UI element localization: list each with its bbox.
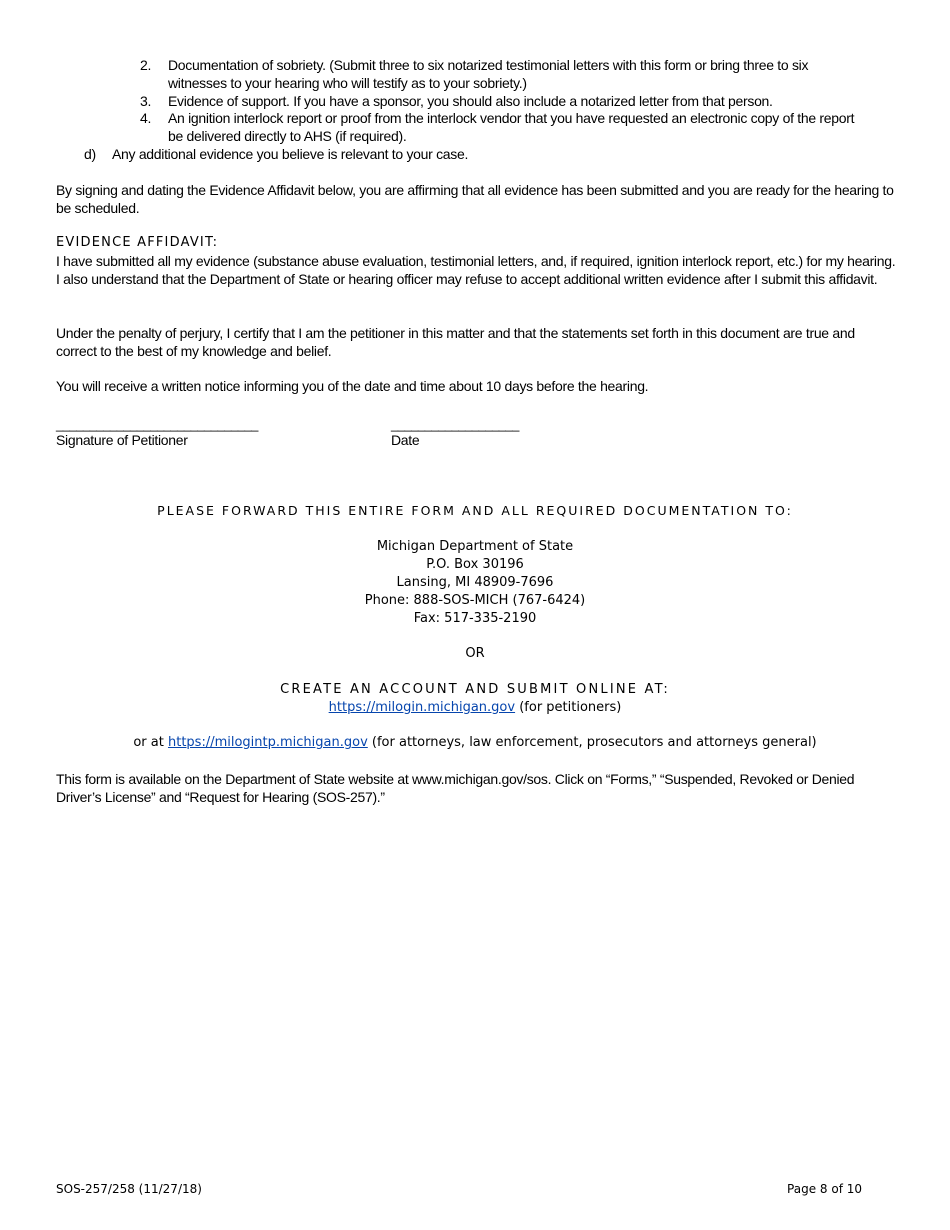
perjury-statement: Under the penalty of perjury, I certify that I am the petitioner in this matter and that the statements set forth in this document are true and correct to the best of my knowledge and belief. — [56, 325, 855, 359]
milogintp-link[interactable]: https://milogintp.michigan.gov — [167, 735, 368, 750]
link-prefix: or at — [133, 735, 168, 750]
list-item-text: Any additional evidence you believe is relevant to your case. — [112, 146, 469, 162]
list-item — [140, 109, 900, 145]
list-item-number: 2. — [140, 57, 152, 73]
link-suffix: (for attorneys, law enforcement, prosecutors and attorneys general) — [367, 735, 817, 750]
online-heading: CREATE AN ACCOUNT AND SUBMIT ONLINE AT: — [280, 682, 670, 697]
mailing-address — [0, 538, 950, 628]
phone-line: Phone: 888-SOS-MICH (767-6424) — [364, 593, 586, 608]
attorney-link-line — [0, 734, 950, 752]
affidavit-heading: EVIDENCE AFFIDAVIT: — [56, 235, 219, 250]
list-item-text: Evidence of support. If you have a sponsor, you should also include a notarized letter from that person. — [168, 93, 773, 109]
address-line: Lansing, MI 48909-7696 — [396, 575, 554, 590]
list-item-letter: d) — [84, 146, 96, 162]
list-item-number: 3. — [140, 93, 152, 109]
signing-notice: By signing and dating the Evidence Affidavit below, you are affirming that all evidence has been submitted and you are ready for the hearing to be scheduled. — [56, 182, 894, 216]
milogin-link[interactable]: https://milogin.michigan.gov — [328, 700, 516, 715]
list-item — [140, 56, 900, 92]
forward-heading: PLEASE FORWARD THIS ENTIRE FORM AND ALL REQUIRED DOCUMENTATION TO: — [157, 503, 793, 518]
signature-label: Signature of Petitioner — [56, 432, 188, 448]
date-label: Date — [391, 432, 420, 448]
signature-line: ______________________________ — [56, 417, 258, 432]
or-separator: OR — [465, 646, 485, 661]
date-line: ___________________ — [391, 417, 519, 432]
list-item-number: 4. — [140, 110, 152, 126]
hearing-notice: You will receive a written notice informing you of the date and time about 10 days before the hearing. — [56, 378, 649, 394]
page-number: Page 8 of 10 — [787, 1182, 862, 1196]
address-line: Michigan Department of State — [376, 539, 574, 554]
link-suffix: (for petitioners) — [515, 700, 622, 715]
list-item-d — [84, 145, 884, 163]
list-item-text: Documentation of sobriety. (Submit three to six notarized testimonial letters with this form or bring three to six witnesses to your hearing who will testify as to your sobriety.) — [168, 57, 809, 91]
list-item — [140, 92, 900, 110]
form-id: SOS-257/258 (11/27/18) — [56, 1182, 202, 1196]
affidavit-body: I have submitted all my evidence (substance abuse evaluation, testimonial letters, and, if required, ignition interlock report, etc.) for my hearing. I also understand that the Department of State or hearing officer may refuse to accept additional written evidence after I submit this affidavit. — [56, 253, 896, 287]
petitioner-link-line — [0, 699, 950, 717]
availability-note: This form is available on the Department of State website at www.michigan.gov/sos. Click on “Forms,” “Suspended, Revoked or Denied Driver’s License” and “Request for Hearing (SOS-257).” — [56, 771, 855, 805]
fax-line: Fax: 517-335-2190 — [413, 611, 537, 626]
address-line: P.O. Box 30196 — [426, 557, 524, 572]
list-item-text: An ignition interlock report or proof from the interlock vendor that you have requested an electronic copy of the report be delivered directly to AHS (if required). — [168, 110, 855, 144]
